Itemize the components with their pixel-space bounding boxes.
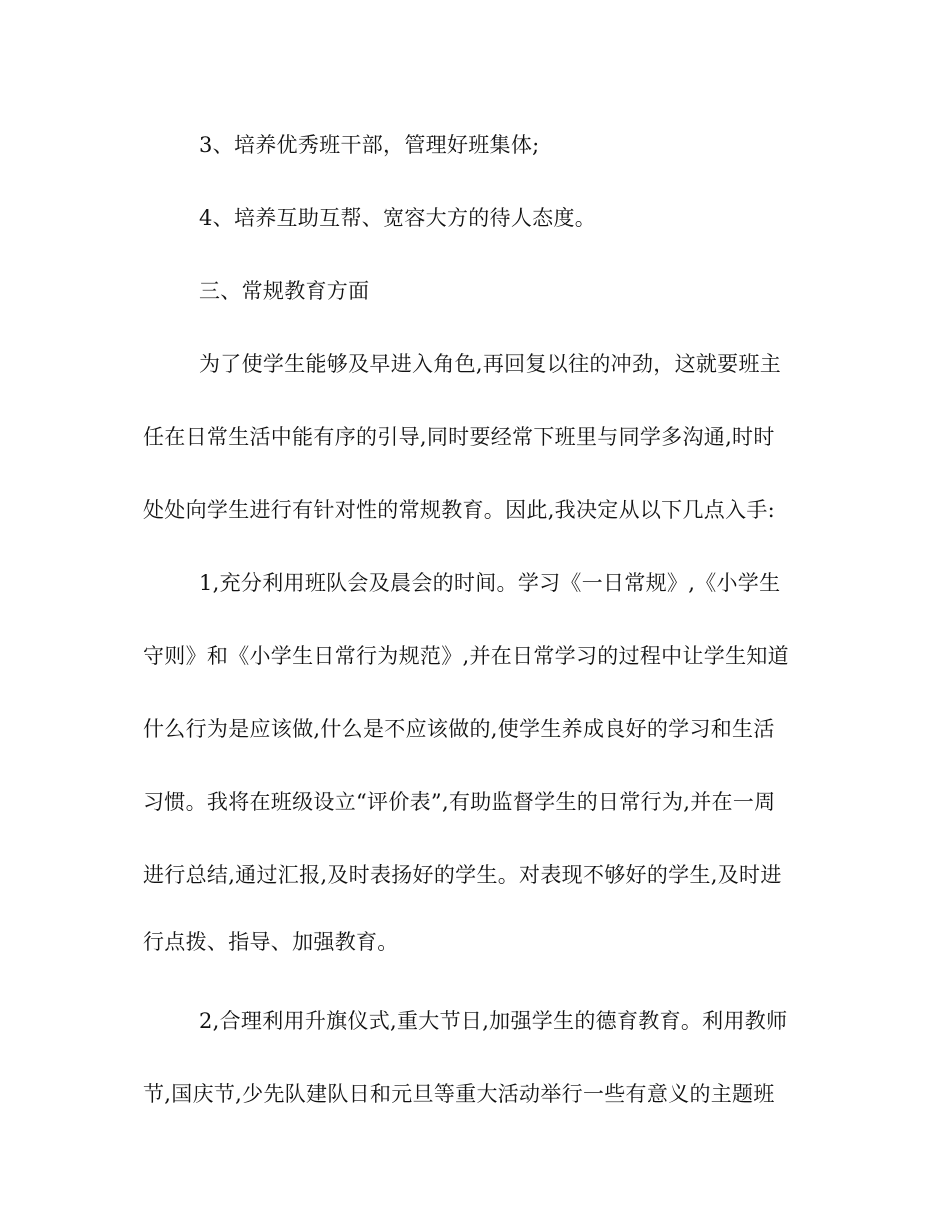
text-line: 节,国庆节,少先队建队日和元旦等重大活动举行一些有意义的主题班 [143, 1082, 775, 1106]
text-line: 守则》和《小学生日常行为规范》,并在日常学习的过程中让学生知道 [143, 644, 789, 668]
text-line: 习惯。我将在班级设立“评价表”,有助监督学生的日常行为,并在一周 [143, 790, 776, 814]
section-heading: 三、常规教育方面 [199, 279, 370, 303]
text-line: 什么行为是应该做,什么是不应该做的,使学生养成良好的学习和生活 [143, 717, 775, 741]
text-line: 进行总结,通过汇报,及时表扬好的学生。对表现不够好的学生,及时进 [143, 863, 782, 887]
text-line: 任在日常生活中能有序的引导,同时要经常下班里与同学多沟通,时时 [143, 425, 775, 449]
text-line: 2,合理利用升旗仪式,重大节日,加强学生的德育教育。利用教师 [199, 1009, 788, 1033]
text-line: 1,充分利用班队会及晨会的时间。学习《一日常规》,《小学生 [199, 571, 781, 595]
text-line: 4、培养互助互帮、宽容大方的待人态度。 [199, 206, 597, 230]
text-line: 行点拨、指导、加强教育。 [143, 930, 399, 954]
text-line: 3、培养优秀班干部，管理好班集体; [199, 133, 540, 157]
text-line: 为了使学生能够及早进入角色,再回复以往的冲劲，这就要班主 [199, 352, 782, 376]
text-line: 处处向学生进行有针对性的常规教育。因此,我决定从以下几点入手: [143, 498, 776, 522]
